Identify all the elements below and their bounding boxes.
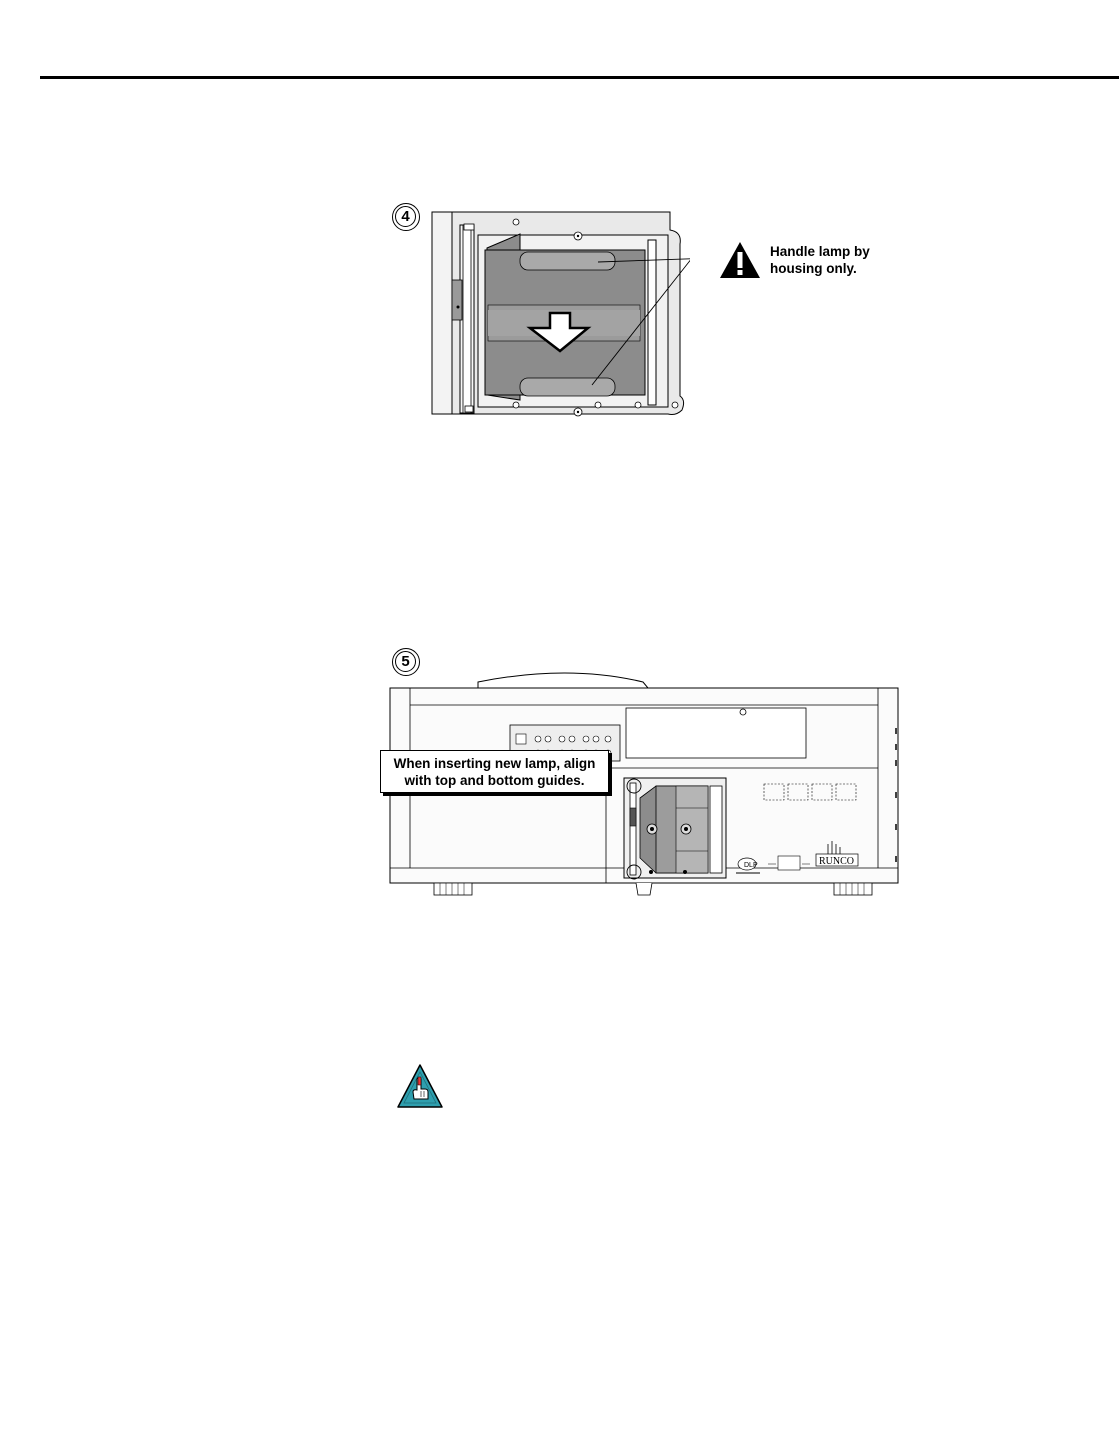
step-4-badge: [392, 203, 422, 233]
step-5-badge-number: 5: [395, 651, 416, 672]
lamp-removal-illustration: [430, 210, 690, 420]
note-pointing-hand-icon: [396, 1063, 444, 1111]
warning-triangle-icon: [718, 240, 762, 280]
runco-logo-text: RUNCO: [819, 856, 855, 867]
callout-line-1: When inserting new lamp, align: [393, 756, 596, 771]
svg-text:DLP: DLP: [744, 862, 758, 869]
callout-line-2: with top and bottom guides.: [404, 773, 585, 788]
lamp-alignment-callout: [380, 750, 609, 793]
header-rule: [40, 76, 1119, 79]
handle-lamp-warning-text: Handle lamp by housing only.: [770, 244, 870, 276]
step-4-badge-number: 4: [395, 206, 416, 227]
